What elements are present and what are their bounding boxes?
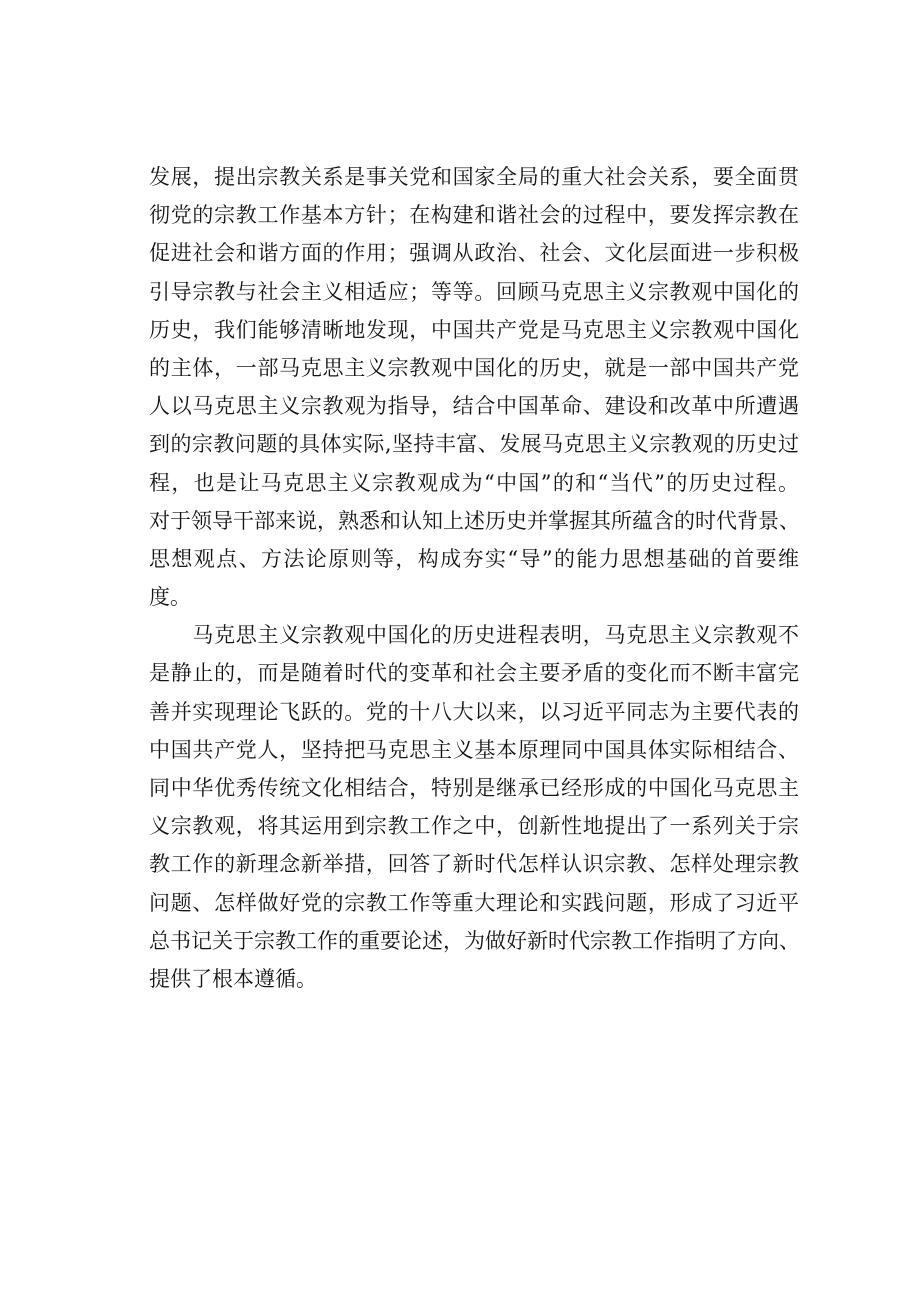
- text-line: 人以马克思主义宗教观为指导，结合中国革命、建设和改革中所遭遇: [149, 394, 799, 419]
- text-line: 总书记关于宗教工作的重要论述，为做好新时代宗教工作指明了方向、: [149, 928, 800, 953]
- text-line: 的主体，一部马克思主义宗教观中国化的历史，就是一部中国共产党: [149, 355, 799, 380]
- text-line: 善并实现理论飞跃的。党的十八大以来，以习近平同志为主要代表的: [149, 699, 799, 724]
- text-line: 马克思主义宗教观中国化的历史进程表明，马克思主义宗教观不: [149, 623, 799, 648]
- text-line: 中国共产党人，坚持把马克思主义基本原理同中国具体实际相结合、: [149, 737, 799, 762]
- text-line: 促进社会和谐方面的作用；强调从政治、社会、文化层面进一步积极: [149, 241, 799, 266]
- text-line: 问题、怎样做好党的宗教工作等重大理论和实践问题，形成了习近平: [149, 890, 799, 915]
- text-line: 教工作的新理念新举措，回答了新时代怎样认识宗教、怎样处理宗教: [149, 852, 799, 877]
- document-body: [149, 158, 799, 998]
- text-line: 思想观点、方法论原则等，构成夯实“导”的能力思想基础的首要维: [149, 546, 799, 571]
- text-line: 度。: [149, 585, 191, 610]
- text-line: 程，也是让马克思主义宗教观成为“中国”的和“当代”的历史过程。: [149, 470, 799, 495]
- text-line: 同中华优秀传统文化相结合，特别是继承已经形成的中国化马克思主: [149, 776, 799, 800]
- text-line: 到的宗教问题的具体实际,坚持丰富、发展马克思主义宗教观的历史过: [149, 432, 799, 457]
- paragraph-1: [149, 158, 799, 616]
- text-line: 义宗教观，将其运用到宗教工作之中，创新性地提出了一系列关于宗: [149, 814, 799, 839]
- paragraph-2: [149, 616, 799, 998]
- text-line: 对于领导干部来说，熟悉和认知上述历史并掌握其所蕴含的时代背景、: [149, 508, 800, 533]
- text-line: 彻党的宗教工作基本方针；在构建和谐社会的过程中，要发挥宗教在: [149, 203, 799, 228]
- text-line: 发展，提出宗教关系是事关党和国家全局的重大社会关系，要全面贯: [149, 165, 799, 189]
- text-line: 引导宗教与社会主义相适应；等等。回顾马克思主义宗教观中国化的: [149, 279, 799, 304]
- text-line: 历史，我们能够清晰地发现，中国共产党是马克思主义宗教观中国化: [149, 317, 799, 342]
- text-line: 是静止的，而是随着时代的变革和社会主要矛盾的变化而不断丰富完: [149, 661, 799, 686]
- text-line: 提供了根本遵循。: [149, 966, 317, 991]
